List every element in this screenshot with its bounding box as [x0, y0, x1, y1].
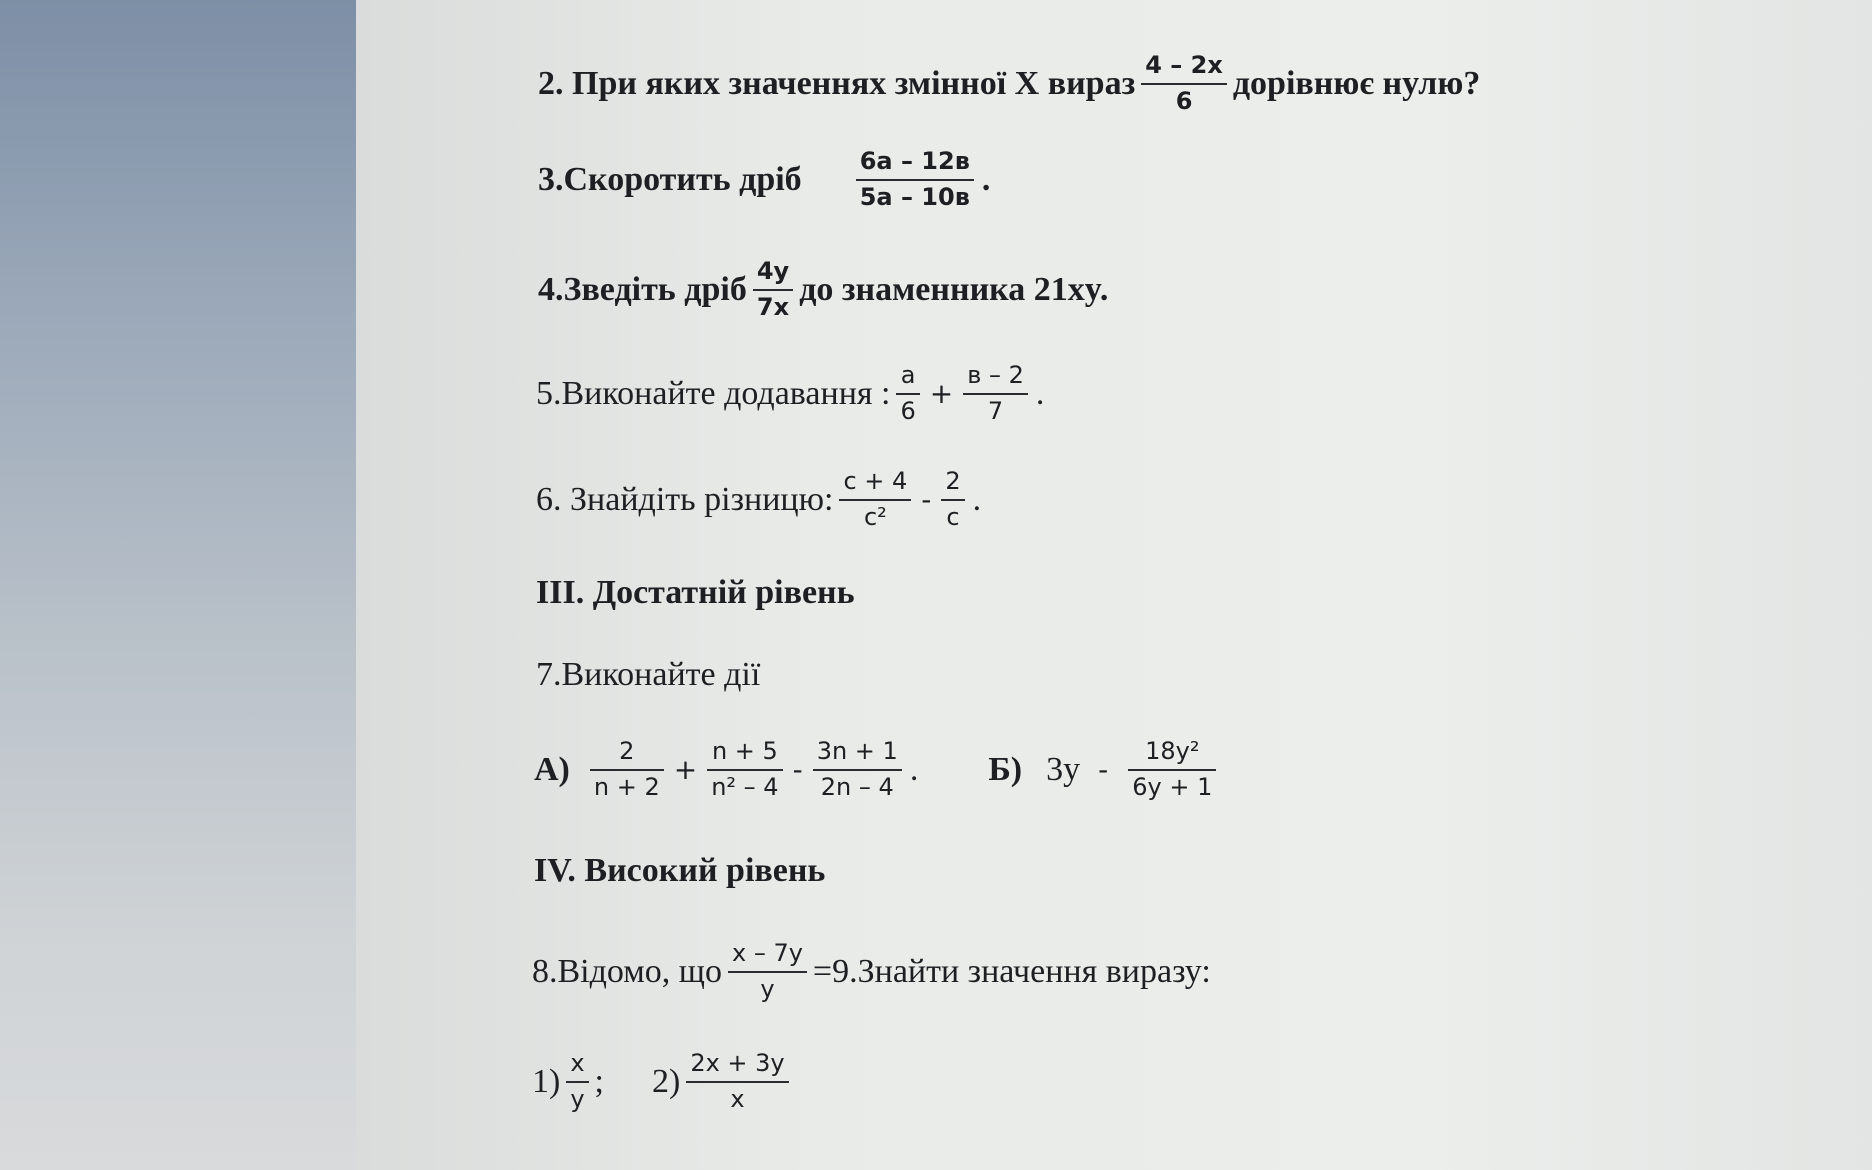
question-3: [538, 148, 990, 211]
q7a-fraction-3: [813, 738, 902, 801]
q7b-minus-sign: -: [1098, 753, 1109, 787]
q6-text: 6. Знайдіть різницю:: [536, 480, 834, 518]
q8-denominator: y: [728, 971, 807, 1004]
level-3-heading: III. Достатній рівень: [536, 574, 855, 611]
question-7-expressions: [534, 738, 1222, 801]
q4-denominator: 7x: [753, 289, 793, 322]
question-2: [538, 52, 1480, 115]
monitor-bezel: [0, 0, 372, 1170]
question-8-items: [532, 1050, 795, 1113]
question-6: [536, 468, 981, 531]
q8-item-1-fraction: [566, 1050, 588, 1113]
q6-trail: .: [972, 480, 982, 518]
q2-text-after: дорівнює нулю?: [1232, 64, 1481, 102]
question-7-title: 7.Виконайте дії: [536, 656, 761, 693]
q2-text: 2. При яких значеннях змінної X вираз: [538, 64, 1136, 102]
question-5: [536, 362, 1044, 425]
q8-text: 8.Відомо, що: [532, 952, 722, 990]
q8-item-1-label: 1): [532, 1062, 561, 1100]
q4-text: 4.Зведіть дріб: [538, 270, 747, 308]
question-4: [538, 258, 1108, 321]
q7a-f1-numerator: 2: [619, 737, 635, 765]
q8-fraction: [728, 940, 807, 1003]
q7b-label: Б): [988, 750, 1023, 788]
q7a-fraction-2: [707, 738, 782, 801]
q5-f1-numerator: a: [900, 361, 916, 389]
q5-text: 5.Виконайте додавання :: [536, 374, 891, 412]
level-4-heading: IV. Високий рівень: [534, 852, 826, 889]
q2-fraction: [1141, 52, 1227, 115]
q5-f1-denominator: 6: [896, 393, 919, 426]
q8-item-2-label: 2): [651, 1062, 681, 1100]
q3-numerator: 6a – 12в: [859, 147, 970, 175]
q7a-minus-sign: -: [792, 753, 803, 787]
question-8: [532, 940, 1211, 1003]
q7a-fraction-1: [590, 738, 664, 801]
q2-numerator: 4 – 2x: [1145, 51, 1223, 79]
q8-item-2-fraction: [686, 1050, 788, 1113]
q7a-plus-sign: +: [673, 753, 698, 787]
q7b-term: 3y: [1046, 750, 1081, 788]
q8-item-1-trail: ;: [594, 1062, 604, 1100]
q6-f1-numerator: c + 4: [843, 467, 908, 495]
q6-f2-denominator: c: [941, 499, 964, 532]
q3-fraction: [856, 148, 974, 211]
q6-fraction-2: [941, 468, 964, 531]
q5-f2-denominator: 7: [963, 393, 1028, 426]
q7b-denominator: 6y + 1: [1128, 769, 1216, 802]
q8-numerator: x – 7y: [731, 939, 803, 967]
q6-fraction-1: [839, 468, 911, 531]
q8-item-1-numerator: x: [570, 1049, 585, 1077]
q5-fraction-1: [896, 362, 919, 425]
q4-fraction: [753, 258, 793, 321]
q4-text-after: до знаменника 21xy.: [799, 270, 1109, 308]
q8-item-1-denominator: y: [566, 1081, 588, 1114]
q6-f2-numerator: 2: [945, 467, 961, 495]
q5-plus-sign: +: [929, 377, 954, 411]
q8-text-after: =9.Знайти значення виразу:: [812, 952, 1211, 990]
q4-numerator: 4y: [756, 257, 790, 285]
q7a-f2-numerator: n + 5: [711, 737, 778, 765]
q5-f2-numerator: в – 2: [967, 361, 1024, 389]
q8-item-2-numerator: 2x + 3y: [690, 1049, 785, 1077]
q7a-f1-denominator: n + 2: [590, 769, 664, 802]
q7a-f2-denominator: n² – 4: [707, 769, 782, 802]
q5-trail: .: [1035, 374, 1045, 412]
q3-trail: .: [981, 160, 991, 198]
q6-minus-sign: -: [921, 483, 932, 517]
q7a-label: А): [534, 750, 570, 788]
q7b-fraction: [1128, 738, 1216, 801]
q6-f1-denominator: c²: [839, 499, 911, 532]
q7a-f3-numerator: 3n + 1: [816, 737, 898, 765]
q7a-f3-denominator: 2n – 4: [813, 769, 902, 802]
q5-fraction-2: [963, 362, 1028, 425]
q3-denominator: 5a – 10в: [856, 179, 974, 212]
q8-item-2-denominator: x: [686, 1081, 788, 1114]
q7b-numerator: 18y²: [1145, 737, 1200, 765]
q3-text: 3.Скоротить дріб: [538, 160, 802, 198]
q7a-trail: .: [909, 750, 919, 788]
q2-denominator: 6: [1141, 83, 1227, 116]
